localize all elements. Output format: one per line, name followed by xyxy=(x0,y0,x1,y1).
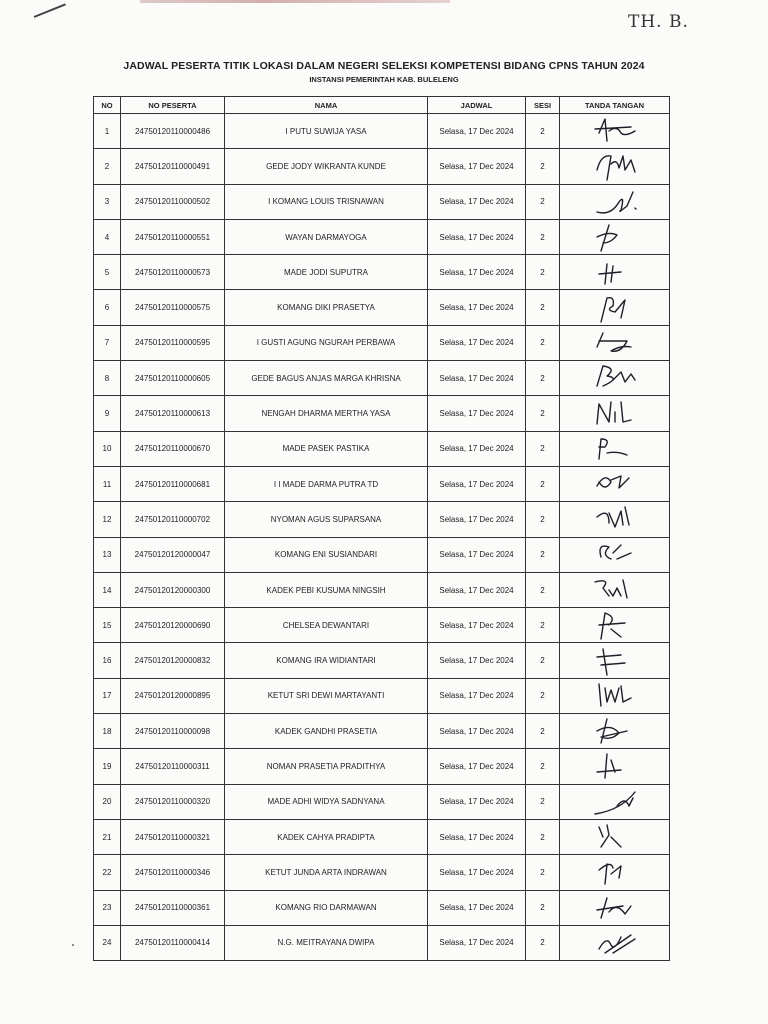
session-number: 2 xyxy=(526,572,560,607)
session-number: 2 xyxy=(526,819,560,854)
participant-name: I KOMANG LOUIS TRISNAWAN xyxy=(225,184,428,219)
participant-name: KETUT SRI DEWI MARTAYANTI xyxy=(225,678,428,713)
row-number: 21 xyxy=(94,819,121,854)
participant-number: 24750120120000895 xyxy=(121,678,225,713)
participant-name: KOMANG DIKI PRASETYA xyxy=(225,290,428,325)
table-header-row xyxy=(94,97,670,114)
table-row xyxy=(94,714,670,749)
row-number: 11 xyxy=(94,466,121,501)
participant-number: 24750120110000595 xyxy=(121,325,225,360)
handwritten-signature xyxy=(580,327,650,359)
signature-cell xyxy=(560,219,670,254)
session-number: 2 xyxy=(526,678,560,713)
signature-cell xyxy=(560,114,670,149)
schedule-date: Selasa, 17 Dec 2024 xyxy=(428,149,526,184)
session-number: 2 xyxy=(526,855,560,890)
handwritten-signature xyxy=(580,150,650,182)
table-row xyxy=(94,925,670,960)
row-number: 10 xyxy=(94,431,121,466)
schedule-date: Selasa, 17 Dec 2024 xyxy=(428,819,526,854)
session-number: 2 xyxy=(526,114,560,149)
table-row xyxy=(94,149,670,184)
column-header-jadwal: JADWAL xyxy=(428,97,526,114)
schedule-date: Selasa, 17 Dec 2024 xyxy=(428,361,526,396)
signature-cell xyxy=(560,361,670,396)
schedule-date: Selasa, 17 Dec 2024 xyxy=(428,431,526,466)
signature-cell xyxy=(560,855,670,890)
schedule-date: Selasa, 17 Dec 2024 xyxy=(428,890,526,925)
table-row xyxy=(94,855,670,890)
row-number: 7 xyxy=(94,325,121,360)
signature-cell xyxy=(560,784,670,819)
session-number: 2 xyxy=(526,219,560,254)
signature-cell xyxy=(560,925,670,960)
participant-name: KOMANG RIO DARMAWAN xyxy=(225,890,428,925)
participant-table xyxy=(93,96,670,961)
table-row xyxy=(94,290,670,325)
participant-name: MADE JODI SUPUTRA xyxy=(225,255,428,290)
schedule-date: Selasa, 17 Dec 2024 xyxy=(428,114,526,149)
table-row xyxy=(94,819,670,854)
schedule-date: Selasa, 17 Dec 2024 xyxy=(428,255,526,290)
pen-stroke-mark xyxy=(34,3,66,18)
row-number: 15 xyxy=(94,608,121,643)
session-number: 2 xyxy=(526,431,560,466)
participant-number: 24750120110000702 xyxy=(121,502,225,537)
row-number: 16 xyxy=(94,643,121,678)
participant-number: 24750120110000361 xyxy=(121,890,225,925)
session-number: 2 xyxy=(526,537,560,572)
signature-cell xyxy=(560,502,670,537)
handwritten-signature xyxy=(580,715,650,747)
session-number: 2 xyxy=(526,466,560,501)
handwritten-signature xyxy=(580,892,650,924)
schedule-date: Selasa, 17 Dec 2024 xyxy=(428,784,526,819)
signature-cell xyxy=(560,290,670,325)
row-number: 8 xyxy=(94,361,121,396)
participant-name: KADEK CAHYA PRADIPTA xyxy=(225,819,428,854)
handwritten-signature xyxy=(580,292,650,324)
participant-name: I I MADE DARMA PUTRA TD xyxy=(225,466,428,501)
handwritten-signature xyxy=(580,468,650,500)
handwritten-signature xyxy=(580,503,650,535)
row-number: 5 xyxy=(94,255,121,290)
column-header-no: NO xyxy=(94,97,121,114)
participant-number: 24750120110000311 xyxy=(121,749,225,784)
table-row xyxy=(94,537,670,572)
schedule-date: Selasa, 17 Dec 2024 xyxy=(428,678,526,713)
row-number: 2 xyxy=(94,149,121,184)
column-header-nama: NAMA xyxy=(225,97,428,114)
session-number: 2 xyxy=(526,608,560,643)
handwritten-signature xyxy=(580,433,650,465)
participant-name: GEDE BAGUS ANJAS MARGA KHRISNA xyxy=(225,361,428,396)
participant-name: GEDE JODY WIKRANTA KUNDE xyxy=(225,149,428,184)
signature-cell xyxy=(560,396,670,431)
column-header-tanda-tangan: TANDA TANGAN xyxy=(560,97,670,114)
column-header-no-peserta: NO PESERTA xyxy=(121,97,225,114)
participant-number: 24750120120000300 xyxy=(121,572,225,607)
participant-name: KADEK PEBI KUSUMA NINGSIH xyxy=(225,572,428,607)
table-row xyxy=(94,325,670,360)
table-row xyxy=(94,184,670,219)
row-number: 24 xyxy=(94,925,121,960)
table-row xyxy=(94,784,670,819)
participant-name: CHELSEA DEWANTARI xyxy=(225,608,428,643)
schedule-date: Selasa, 17 Dec 2024 xyxy=(428,219,526,254)
session-number: 2 xyxy=(526,925,560,960)
handwritten-signature xyxy=(580,221,650,253)
signature-cell xyxy=(560,149,670,184)
participant-number: 24750120110000670 xyxy=(121,431,225,466)
participant-number: 24750120110000320 xyxy=(121,784,225,819)
participant-name: MADE PASEK PASTIKA xyxy=(225,431,428,466)
schedule-date: Selasa, 17 Dec 2024 xyxy=(428,396,526,431)
session-number: 2 xyxy=(526,890,560,925)
table-row xyxy=(94,396,670,431)
schedule-date: Selasa, 17 Dec 2024 xyxy=(428,325,526,360)
table-row xyxy=(94,431,670,466)
row-number: 6 xyxy=(94,290,121,325)
session-number: 2 xyxy=(526,714,560,749)
participant-name: KADEK GANDHI PRASETIA xyxy=(225,714,428,749)
row-number: 18 xyxy=(94,714,121,749)
session-number: 2 xyxy=(526,643,560,678)
row-number: 23 xyxy=(94,890,121,925)
scan-speck xyxy=(72,944,74,946)
signature-cell xyxy=(560,431,670,466)
row-number: 12 xyxy=(94,502,121,537)
document-title: JADWAL PESERTA TITIK LOKASI DALAM NEGERI SELEKSI KOMPETENSI BIDANG CPNS TAHUN 2024 xyxy=(123,60,645,72)
handwritten-signature xyxy=(580,115,650,147)
schedule-date: Selasa, 17 Dec 2024 xyxy=(428,537,526,572)
participant-number: 24750120110000575 xyxy=(121,290,225,325)
schedule-date: Selasa, 17 Dec 2024 xyxy=(428,466,526,501)
participant-number: 24750120110000551 xyxy=(121,219,225,254)
participant-number: 24750120110000321 xyxy=(121,819,225,854)
handwritten-signature xyxy=(580,680,650,712)
participant-number: 24750120110000346 xyxy=(121,855,225,890)
participant-number: 24750120120000832 xyxy=(121,643,225,678)
signature-cell xyxy=(560,325,670,360)
participant-name: N.G. MEITRAYANA DWIPA xyxy=(225,925,428,960)
session-number: 2 xyxy=(526,184,560,219)
signature-cell xyxy=(560,714,670,749)
session-number: 2 xyxy=(526,502,560,537)
table-row xyxy=(94,361,670,396)
signature-cell xyxy=(560,819,670,854)
signature-cell xyxy=(560,608,670,643)
row-number: 1 xyxy=(94,114,121,149)
session-number: 2 xyxy=(526,361,560,396)
participant-number: 24750120110000491 xyxy=(121,149,225,184)
signature-cell xyxy=(560,572,670,607)
signature-cell xyxy=(560,255,670,290)
row-number: 17 xyxy=(94,678,121,713)
handwritten-signature xyxy=(580,398,650,430)
signature-cell xyxy=(560,890,670,925)
handwritten-signature xyxy=(580,609,650,641)
handwritten-signature xyxy=(580,645,650,677)
handwritten-signature xyxy=(580,256,650,288)
handwritten-note: TH. B. xyxy=(628,12,689,32)
row-number: 14 xyxy=(94,572,121,607)
signature-cell xyxy=(560,184,670,219)
participant-number: 24750120110000414 xyxy=(121,925,225,960)
session-number: 2 xyxy=(526,325,560,360)
participant-number: 24750120110000573 xyxy=(121,255,225,290)
participant-number: 24750120110000605 xyxy=(121,361,225,396)
table-row xyxy=(94,608,670,643)
column-header-sesi: SESI xyxy=(526,97,560,114)
handwritten-signature xyxy=(580,821,650,853)
handwritten-signature xyxy=(580,786,650,818)
signature-cell xyxy=(560,466,670,501)
signature-cell xyxy=(560,749,670,784)
row-number: 13 xyxy=(94,537,121,572)
row-number: 19 xyxy=(94,749,121,784)
schedule-date: Selasa, 17 Dec 2024 xyxy=(428,925,526,960)
session-number: 2 xyxy=(526,149,560,184)
session-number: 2 xyxy=(526,290,560,325)
signature-cell xyxy=(560,537,670,572)
handwritten-signature xyxy=(580,750,650,782)
participant-name: KOMANG ENI SUSIANDARI xyxy=(225,537,428,572)
session-number: 2 xyxy=(526,396,560,431)
handwritten-signature xyxy=(580,574,650,606)
table-row xyxy=(94,502,670,537)
table-row xyxy=(94,749,670,784)
table-row xyxy=(94,890,670,925)
participant-number: 24750120120000690 xyxy=(121,608,225,643)
table-row xyxy=(94,572,670,607)
table-row xyxy=(94,643,670,678)
scan-edge-mark xyxy=(140,0,450,3)
row-number: 4 xyxy=(94,219,121,254)
participant-name: NENGAH DHARMA MERTHA YASA xyxy=(225,396,428,431)
schedule-date: Selasa, 17 Dec 2024 xyxy=(428,714,526,749)
participant-number: 24750120110000613 xyxy=(121,396,225,431)
row-number: 20 xyxy=(94,784,121,819)
participant-name: I PUTU SUWIJA YASA xyxy=(225,114,428,149)
row-number: 22 xyxy=(94,855,121,890)
handwritten-signature xyxy=(580,539,650,571)
session-number: 2 xyxy=(526,784,560,819)
schedule-date: Selasa, 17 Dec 2024 xyxy=(428,855,526,890)
schedule-date: Selasa, 17 Dec 2024 xyxy=(428,184,526,219)
handwritten-signature xyxy=(580,186,650,218)
handwritten-signature xyxy=(580,856,650,888)
schedule-date: Selasa, 17 Dec 2024 xyxy=(428,502,526,537)
schedule-date: Selasa, 17 Dec 2024 xyxy=(428,608,526,643)
table-row xyxy=(94,678,670,713)
participant-number: 24750120110000098 xyxy=(121,714,225,749)
participant-name: MADE ADHI WIDYA SADNYANA xyxy=(225,784,428,819)
table-row xyxy=(94,255,670,290)
session-number: 2 xyxy=(526,255,560,290)
table-row xyxy=(94,219,670,254)
schedule-date: Selasa, 17 Dec 2024 xyxy=(428,643,526,678)
session-number: 2 xyxy=(526,749,560,784)
schedule-date: Selasa, 17 Dec 2024 xyxy=(428,290,526,325)
participant-name: KETUT JUNDA ARTA INDRAWAN xyxy=(225,855,428,890)
participant-number: 24750120110000502 xyxy=(121,184,225,219)
participant-number: 24750120110000681 xyxy=(121,466,225,501)
schedule-date: Selasa, 17 Dec 2024 xyxy=(428,572,526,607)
table-row xyxy=(94,466,670,501)
participant-number: 24750120120000047 xyxy=(121,537,225,572)
participant-name: KOMANG IRA WIDIANTARI xyxy=(225,643,428,678)
handwritten-signature xyxy=(580,927,650,959)
row-number: 3 xyxy=(94,184,121,219)
participant-name: NOMAN PRASETIA PRADITHYA xyxy=(225,749,428,784)
document-subtitle: INSTANSI PEMERINTAH KAB. BULELENG xyxy=(309,75,459,84)
table-row xyxy=(94,114,670,149)
schedule-date: Selasa, 17 Dec 2024 xyxy=(428,749,526,784)
participant-number: 24750120110000486 xyxy=(121,114,225,149)
participant-name: WAYAN DARMAYOGA xyxy=(225,219,428,254)
signature-cell xyxy=(560,643,670,678)
participant-name: NYOMAN AGUS SUPARSANA xyxy=(225,502,428,537)
handwritten-signature xyxy=(580,362,650,394)
signature-cell xyxy=(560,678,670,713)
participant-name: I GUSTI AGUNG NGURAH PERBAWA xyxy=(225,325,428,360)
row-number: 9 xyxy=(94,396,121,431)
